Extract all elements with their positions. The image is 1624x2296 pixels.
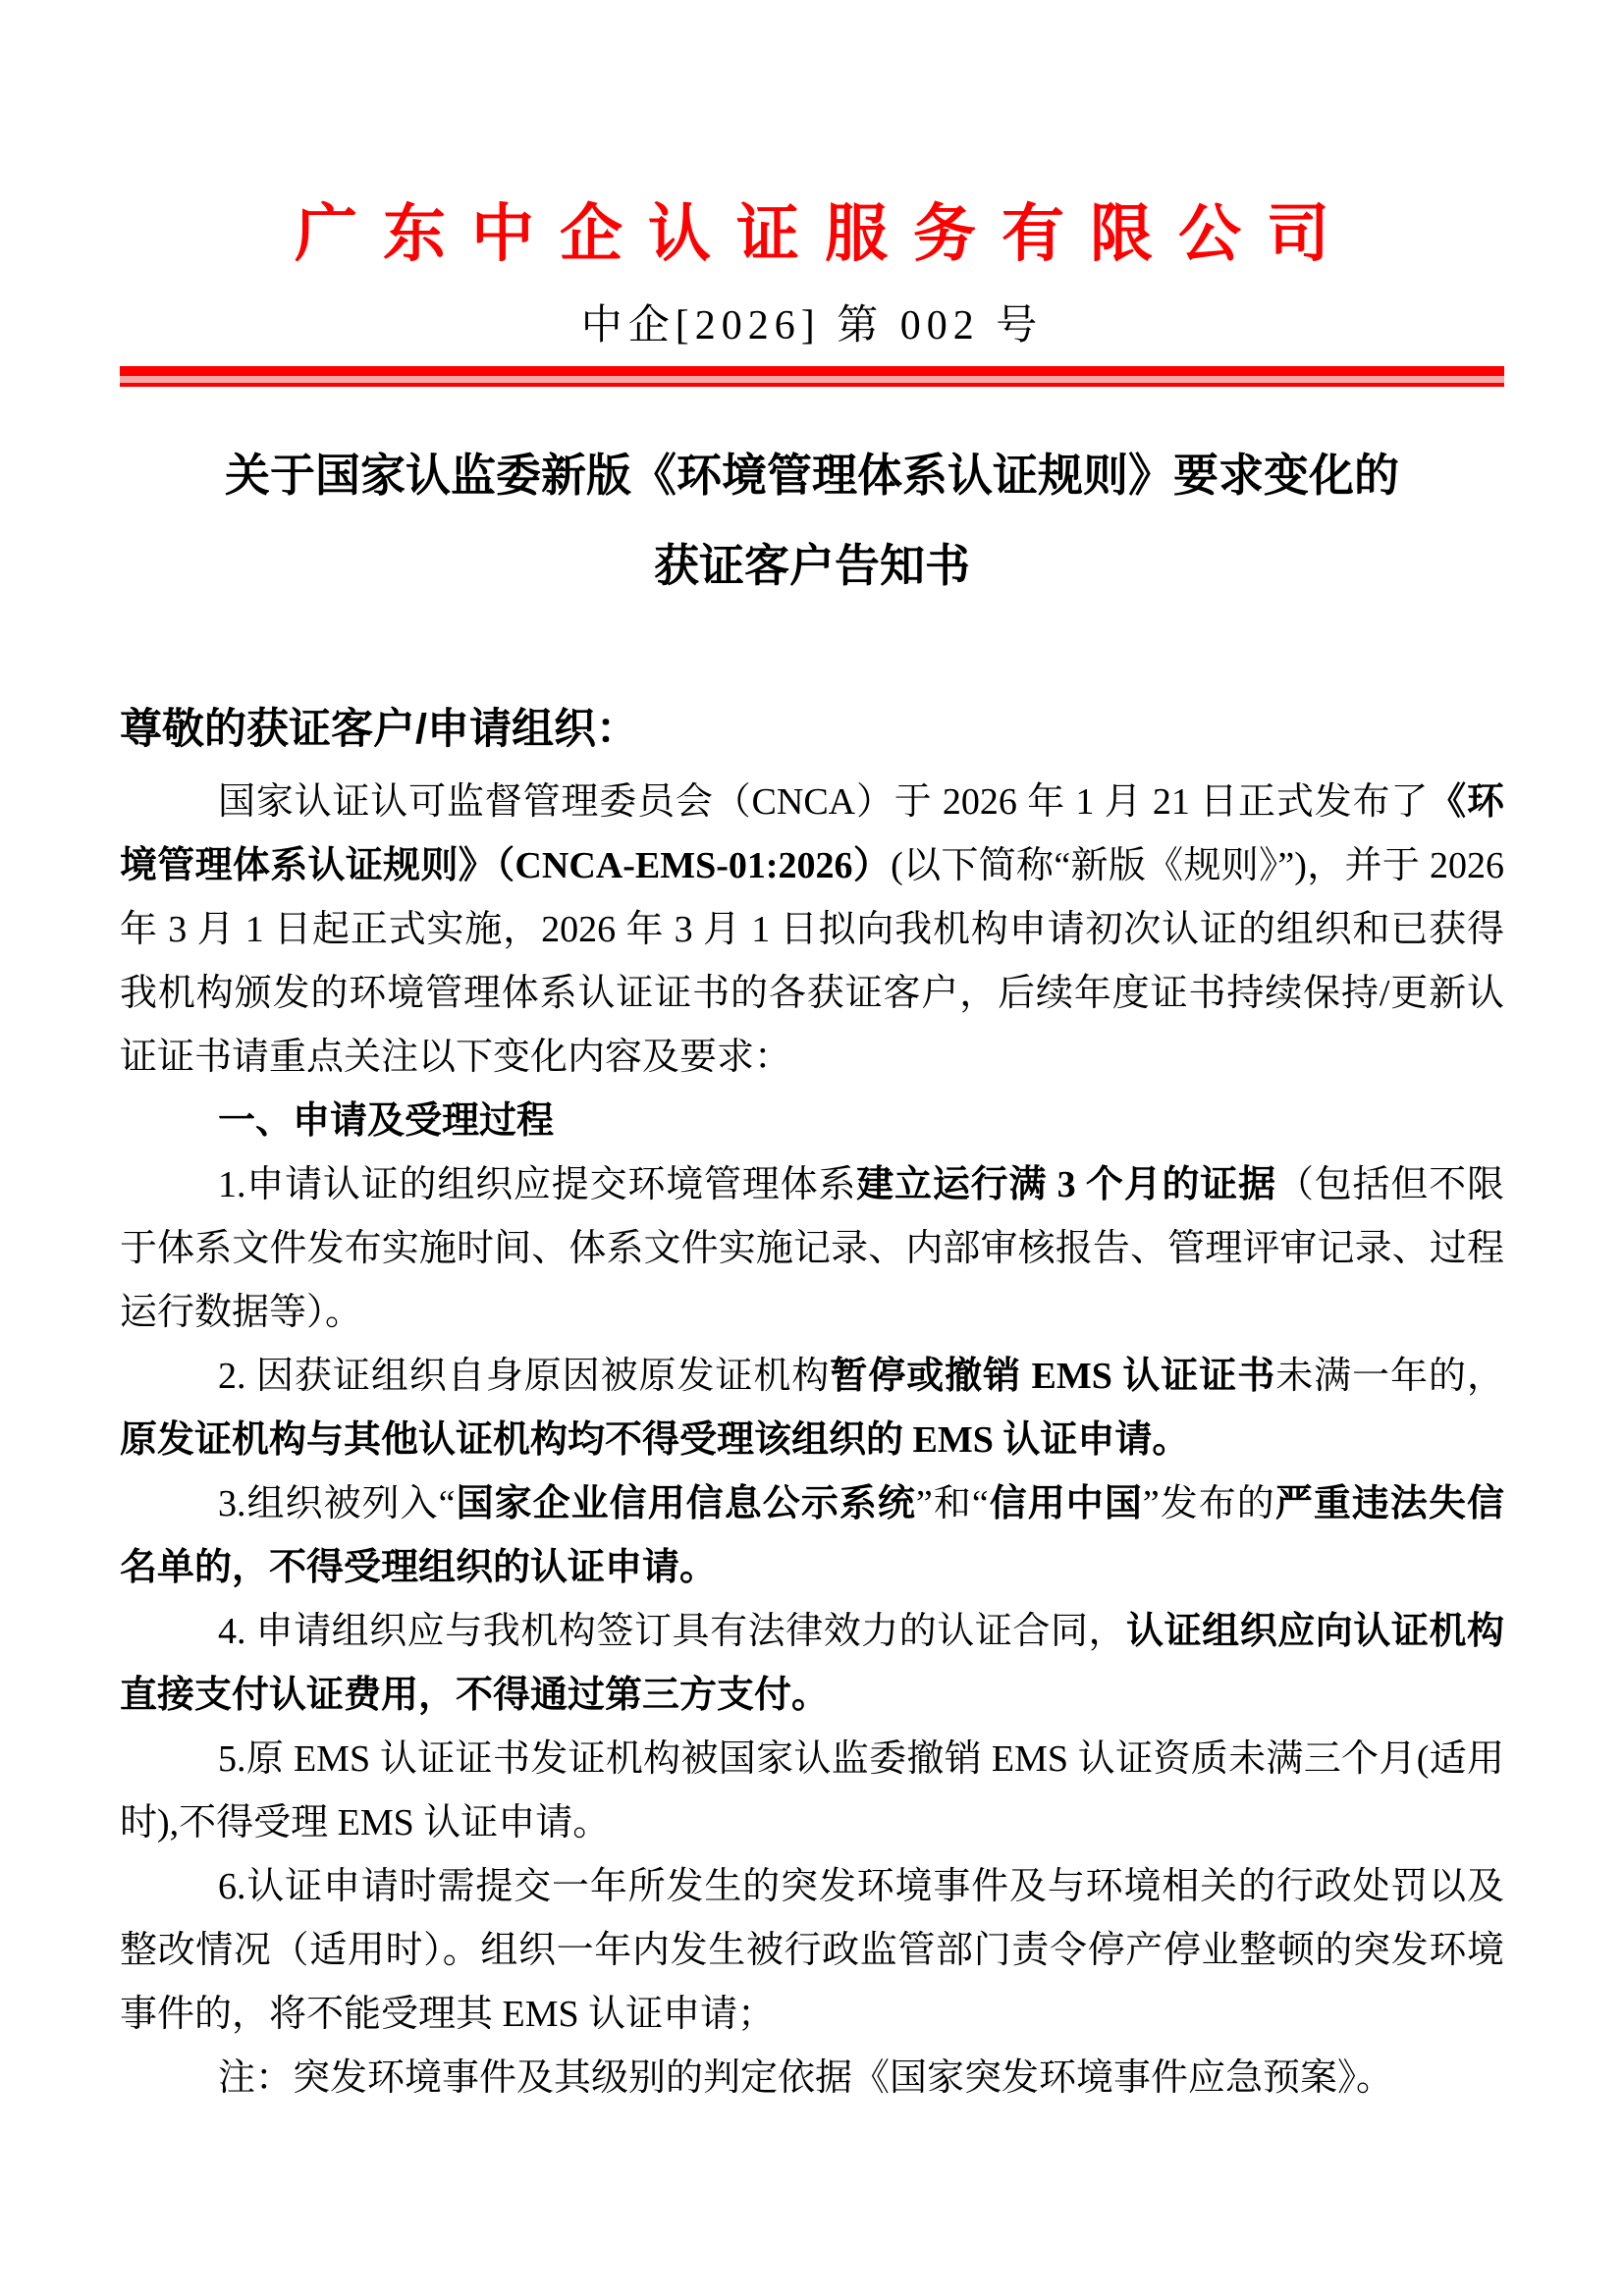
section-heading: [120, 1090, 1504, 1153]
paragraph: [120, 1472, 1504, 1600]
text-run: 一、申请及受理过程: [218, 1100, 555, 1142]
text-run: 国家认证认可监督管理委员会（CNCA）于 2026 年 1 月 21 日正式发布了: [218, 781, 1430, 823]
body-paragraphs: [120, 771, 1504, 2110]
paragraph: [120, 1728, 1504, 1855]
text-run: 《环境管理体系认证规则》（CNCA-EMS-01:2026）: [120, 781, 1504, 886]
paragraph: [120, 1153, 1504, 1345]
text-run: 6.认证申请时需提交一年所发生的突发环境事件及与环境相关的行政处罚以及整改情况（适用时）。组织一年内发生被行政监管部门责令停产停业整顿的突发环境事件的，将不能受理其 EMS 认证申请；: [120, 1866, 1504, 2035]
paragraph: [120, 1855, 1504, 2047]
text-run: 4. 申请组织应与我机构签订具有法律效力的认证合同，: [218, 1611, 1127, 1652]
text-run: ”发布的: [1142, 1483, 1275, 1524]
company-name: 广东中企认证服务有限公司: [295, 198, 1355, 269]
paragraph: [120, 771, 1504, 1090]
document-title-line1: 关于国家认监委新版《环境管理体系认证规则》要求变化的: [225, 450, 1399, 501]
document-title: [0, 430, 1624, 611]
paragraph: [120, 2047, 1504, 2110]
text-run: 建立运行满 3 个月的证据: [856, 1164, 1276, 1205]
text-run: 暂停或撤销 EMS 认证证书: [830, 1356, 1276, 1397]
text-run: (以下简称“新版《规则》”)，并于 2026 年 3 月 1 日起正式实施，2026 年 3 月 1 日拟向我机构申请初次认证的组织和已获得我机构颁发的环境管理体系认证证书的各获证客户，后续年度证书持续保持/更新认证证书请重点关注以下变化内容及要求：: [120, 845, 1504, 1078]
text-run: （包括但不限于体系文件发布实施时间、体系文件实施记录、内部审核报告、管理评审记录、过程运行数据等）。: [120, 1164, 1504, 1333]
text-run: 信用中国: [988, 1483, 1143, 1524]
text-run: 未满一年的，: [1275, 1356, 1504, 1397]
text-run: 1.申请认证的组织应提交环境管理体系: [218, 1164, 857, 1205]
red-divider-rule: [120, 366, 1504, 387]
text-run: 5.原 EMS 认证证书发证机构被国家认监委撤销 EMS 认证资质未满三个月(适用时),不得受理 EMS 认证申请。: [120, 1738, 1504, 1843]
text-run: 注：突发环境事件及其级别的判定依据《国家突发环境事件应急预案》。: [218, 2057, 1394, 2099]
paragraph: [120, 1345, 1504, 1472]
text-run: 严重违法失信名单的，不得受理组织的认证申请。: [120, 1483, 1504, 1588]
text-run: 3.组织被列入“: [218, 1483, 456, 1524]
paragraph: [120, 1600, 1504, 1728]
document-title-line2: 获证客户告知书: [654, 540, 970, 591]
text-run: 国家企业信用信息公示系统: [455, 1483, 916, 1524]
text-run: ”和“: [915, 1483, 989, 1524]
text-run: 原发证机构与其他认证机构均不得受理该组织的 EMS 认证申请。: [120, 1419, 1190, 1461]
salutation: 尊敬的获证客户/申请组织：: [120, 706, 638, 753]
text-run: 2. 因获证组织自身原因被原发证机构: [218, 1356, 831, 1397]
text-run: 认证组织应向认证机构直接支付认证费用，不得通过第三方支付。: [120, 1611, 1504, 1716]
document-number: 中企[2026] 第 002 号: [580, 303, 1044, 348]
